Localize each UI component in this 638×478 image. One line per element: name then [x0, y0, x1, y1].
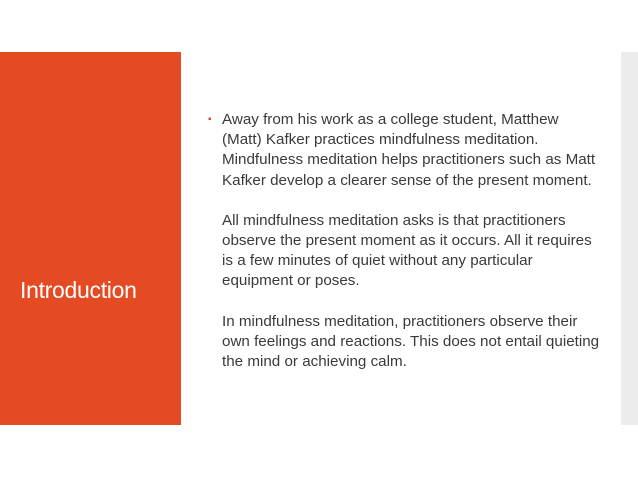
- scrollbar-track: [621, 52, 638, 425]
- title-panel: [0, 52, 181, 425]
- paragraph-2: All mindfulness meditation asks is that practitioners observe the present moment as it occurs. All it requires is a few minutes of quiet without any particular equipment or poses.: [222, 211, 592, 290]
- paragraph-1: Away from his work as a college student, Matthew (Matt) Kafker practices mindfulness meditation. Mindfulness meditation helps practitioners such as Matt Kafker develop a clearer sense of the present moment.: [222, 111, 596, 189]
- content-area: [208, 110, 600, 372]
- paragraph-3: In mindfulness meditation, practitioners observe their own feelings and reactions. This does not entail quieting the mind or achieving calm.: [222, 312, 600, 371]
- slide-title: Introduction: [20, 277, 137, 303]
- square-bullet-icon: ▪: [208, 114, 212, 125]
- bullet-item: [208, 110, 600, 372]
